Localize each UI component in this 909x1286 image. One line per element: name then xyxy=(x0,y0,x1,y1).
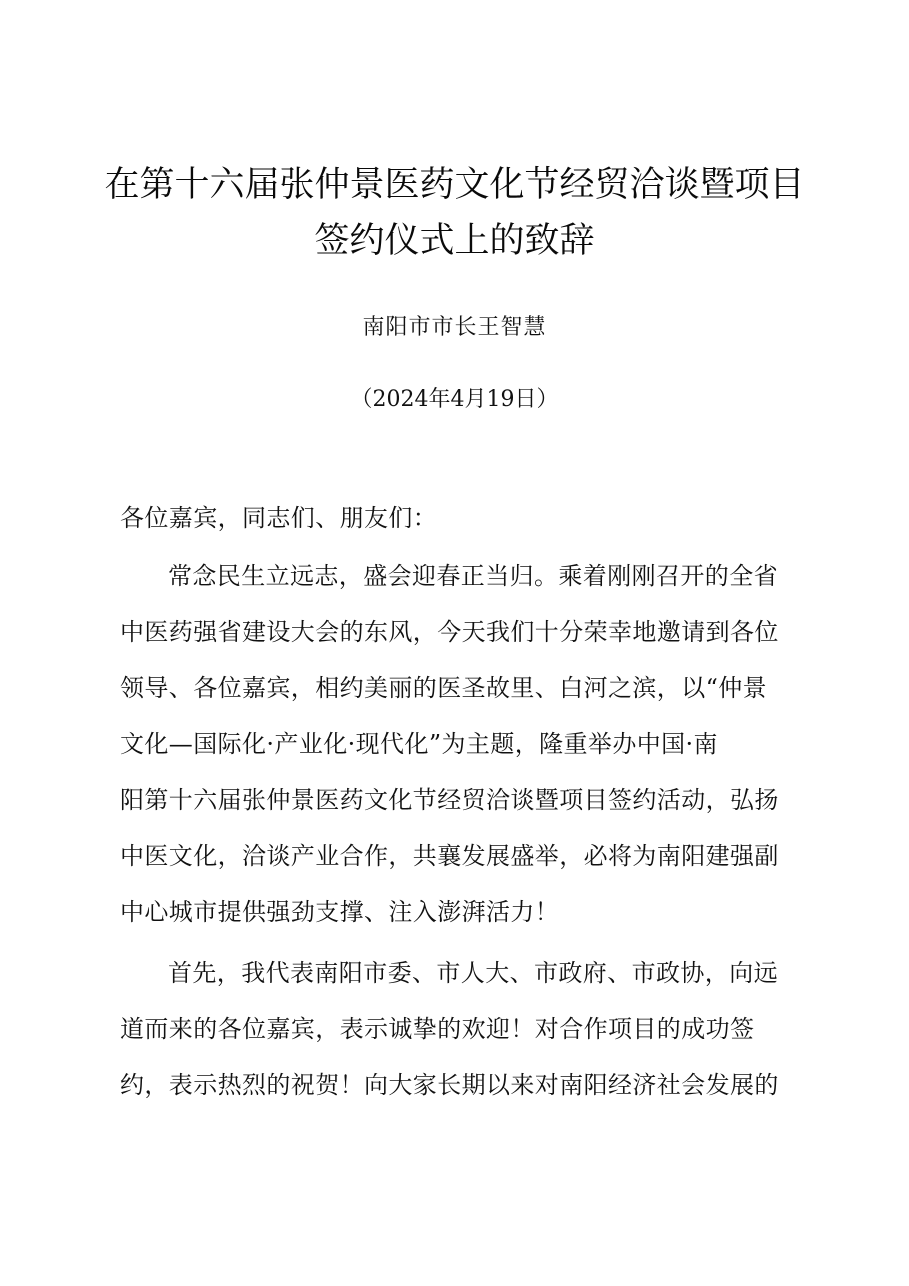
paragraph-2 xyxy=(120,945,800,1113)
paragraph-line: 中医药强省建设大会的东风，今天我们十分荣幸地邀请到各位 xyxy=(120,618,779,646)
speech-date: （2024年4月19日） xyxy=(350,387,559,412)
paragraph-line: 约，表示热烈的祝贺！向大家长期以来对南阳经济社会发展的 xyxy=(120,1071,779,1099)
document-title-line-1: 在第十六届张仲景医药文化节经贸洽谈暨项目 xyxy=(104,165,805,205)
paragraph-line: 文化—国际化·产业化·现代化”为主题，隆重举办中国·南 xyxy=(120,730,718,758)
paragraph-line: 常念民生立远志，盛会迎春正当归。乘着刚刚召开的全省 xyxy=(168,562,778,590)
paragraph-line: 中心城市提供强劲支撑、注入澎湃活力！ xyxy=(120,898,560,926)
salutation: 各位嘉宾，同志们、朋友们： xyxy=(120,504,438,532)
paragraph-line: 首先，我代表南阳市委、市人大、市政府、市政协，向远 xyxy=(168,959,778,987)
paragraph-line: 领导、各位嘉宾，相约美丽的医圣故里、白河之滨，以“仲景 xyxy=(120,674,768,702)
document-title-line-2: 签约仪式上的致辞 xyxy=(314,221,595,261)
paragraph-line: 阳第十六届张仲景医药文化节经贸洽谈暨项目签约活动，弘扬 xyxy=(120,786,779,814)
speaker-attribution: 南阳市市长王智慧 xyxy=(362,315,547,340)
paragraph-1 xyxy=(120,548,800,940)
paragraph-line: 中医文化，洽谈产业合作，共襄发展盛举，必将为南阳建强副 xyxy=(120,842,779,870)
paragraph-line: 道而来的各位嘉宾，表示诚挚的欢迎！对合作项目的成功签 xyxy=(120,1015,755,1043)
